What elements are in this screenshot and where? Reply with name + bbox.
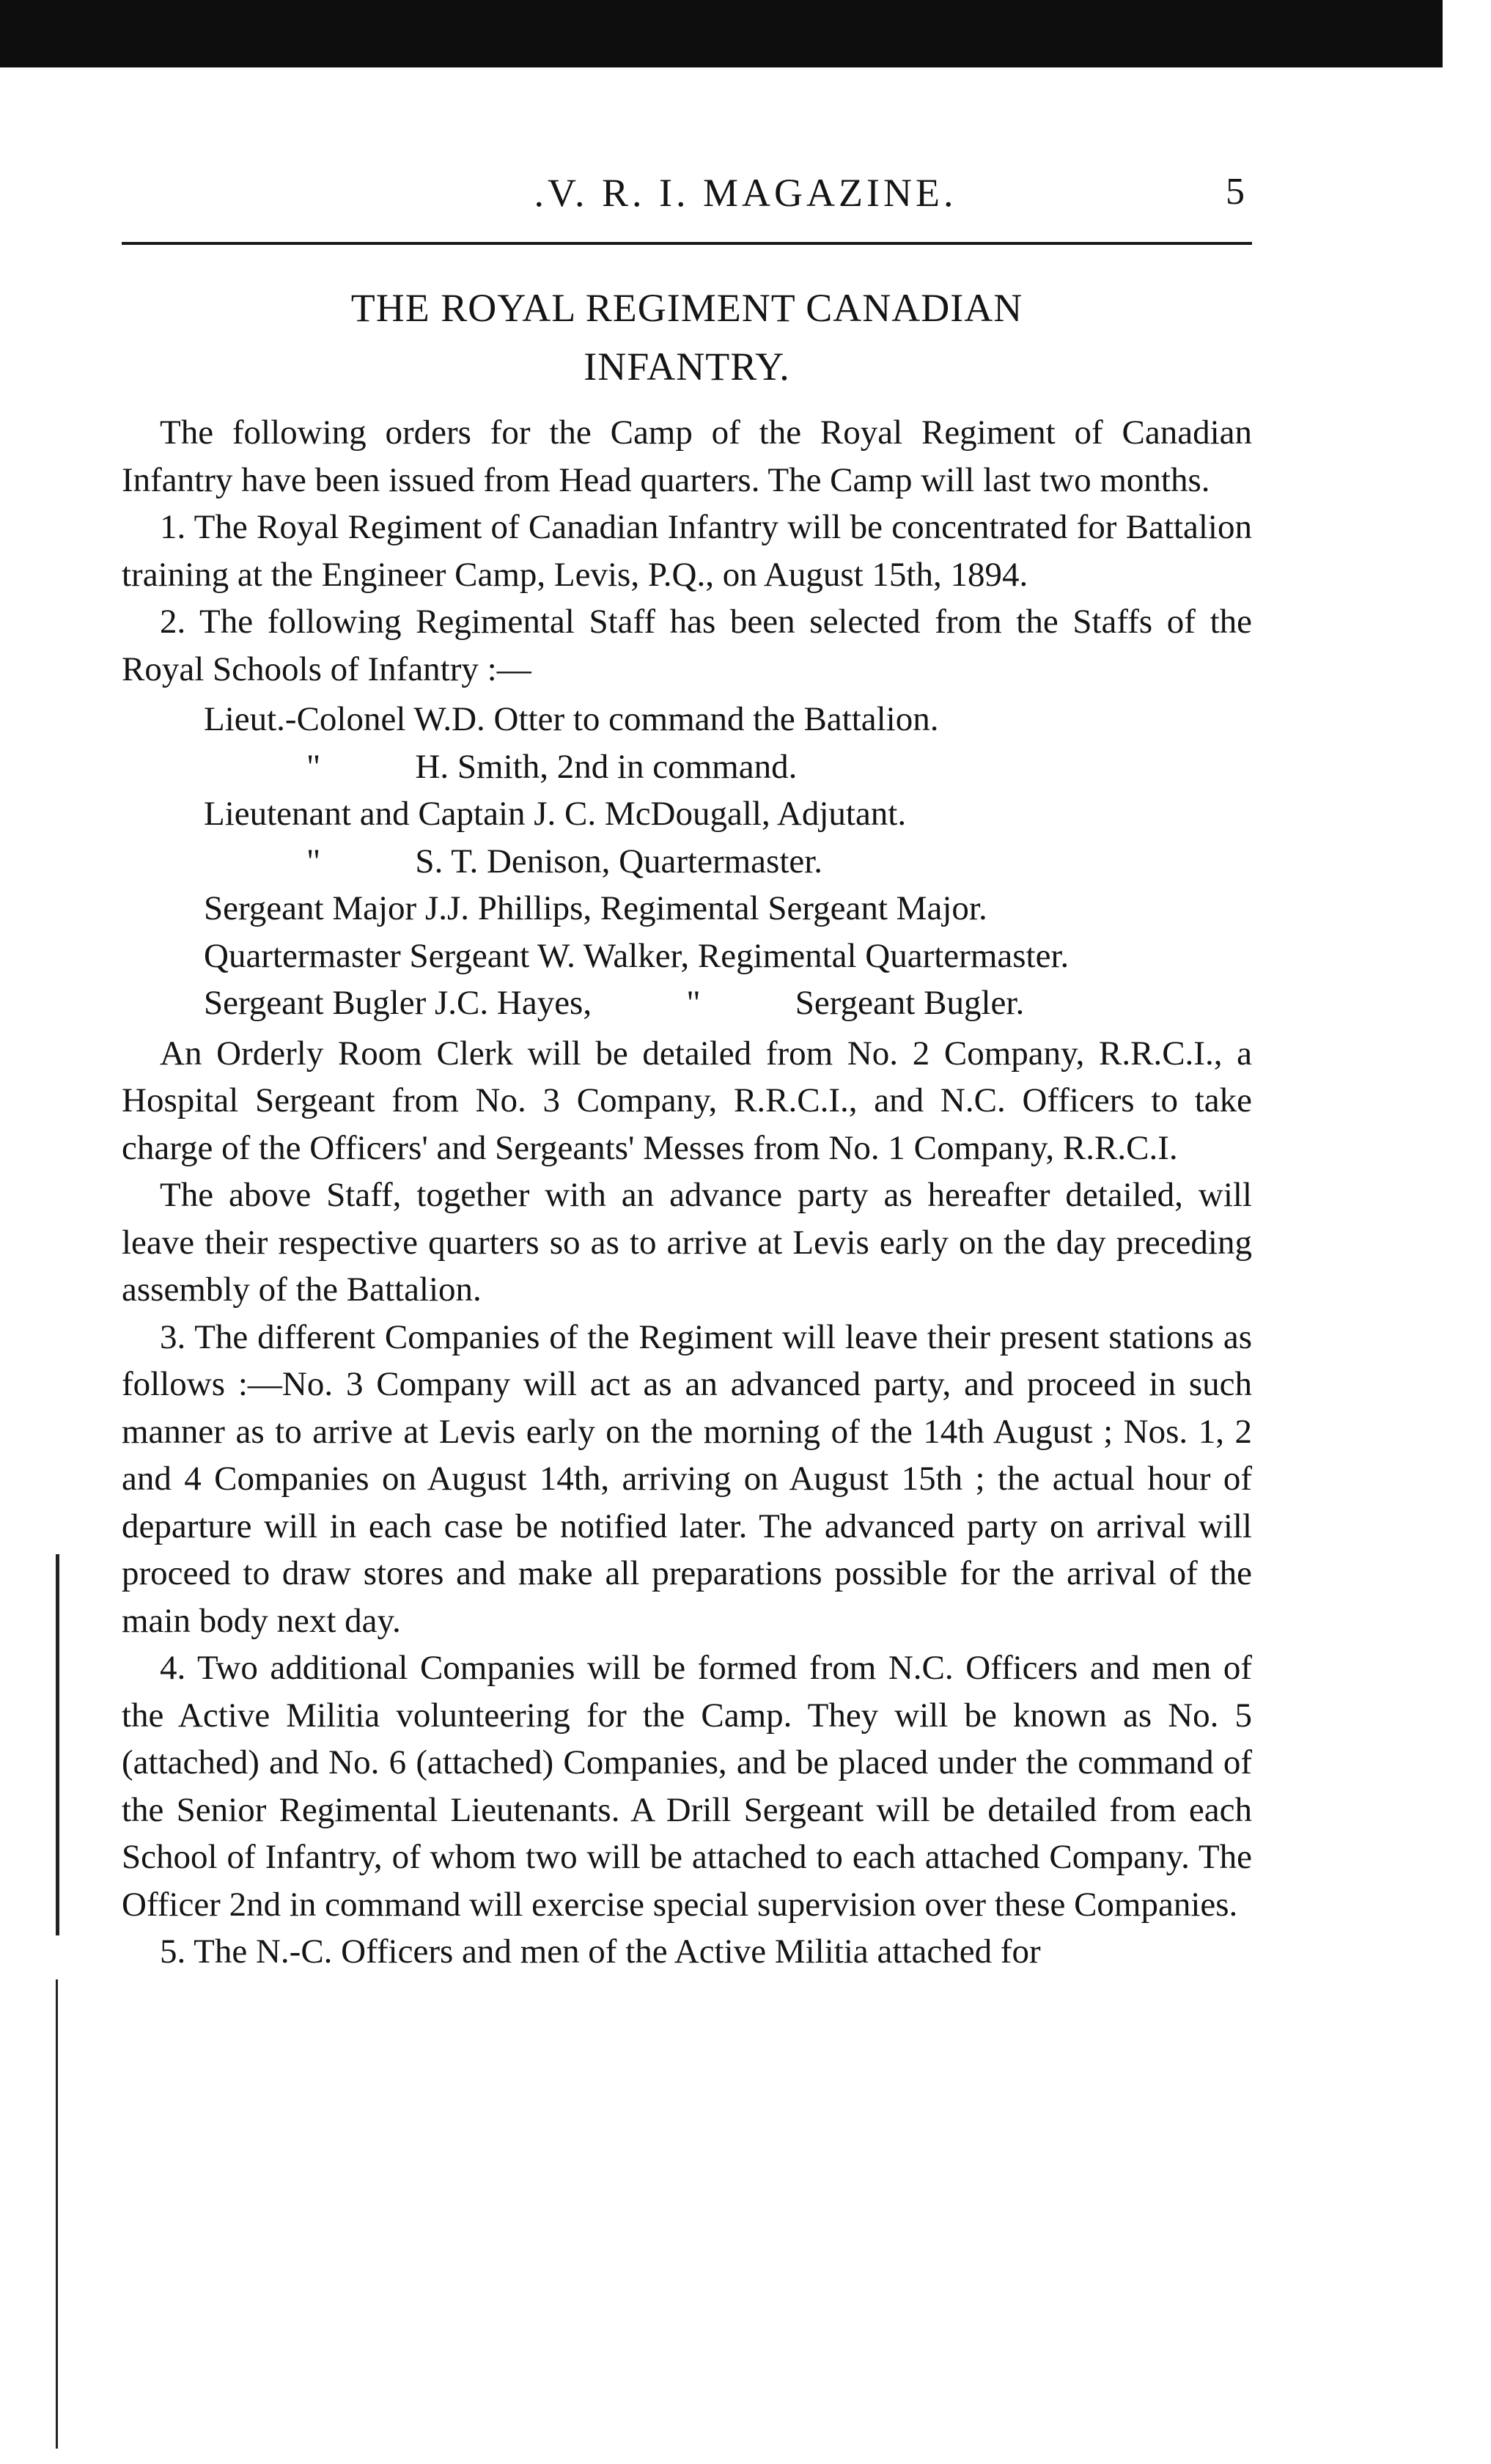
order-paragraph: 3. The different Companies of the Regiment will leave their present stations as follows :—No. 3 Company will act as an advanced party, and proceed in such manner as to arrive at Levis early on the morning of the 14th August ; Nos. 1, 2 and 4 Companies on August 14th, arriving on August 15th ; the actual hour of departure will in each case be notified later. The advanced party on arrival will proceed to draw stores and make all preparations possible for the arrival of the main body next day. xyxy=(122,1317,1252,1640)
scan-top-border xyxy=(0,0,1443,67)
staff-entry: Quartermaster Sergeant W. Walker, Regimental Quartermaster. xyxy=(204,936,1070,975)
running-header xyxy=(0,170,1491,229)
article-title-line: INFANTRY. xyxy=(583,345,790,389)
body-paragraph: An Orderly Room Clerk will be detailed from No. 2 Company, R.R.C.I., a Hospital Sergeant from No. 3 Company, R.R.C.I., and N.C. Officers to take charge of the Officers' and Sergeants' Messes from No. 1 Company, R.R.C.I. xyxy=(122,1034,1252,1167)
staff-list xyxy=(204,696,1252,1027)
magazine-title: .V. R. I. MAGAZINE. xyxy=(534,171,957,215)
staff-entry: Sergeant Major J.J. Phillips, Regimental Sergeant Major. xyxy=(204,889,987,927)
staff-entry: " H. Smith, 2nd in command. xyxy=(306,747,798,786)
order-paragraph: 2. The following Regimental Staff has been selected from the Staffs of the Royal Schools of Infantry :— xyxy=(122,603,1252,688)
header-rule xyxy=(122,242,1252,245)
scan-left-edge-mark xyxy=(56,1554,59,1935)
order-paragraph: 1. The Royal Regiment of Canadian Infantry will be concentrated for Battalion training at the Engineer Camp, Levis, P.Q., on August 15th, 1894. xyxy=(122,508,1252,594)
page-number: 5 xyxy=(1226,171,1245,213)
staff-entry: " S. T. Denison, Quartermaster. xyxy=(306,842,823,880)
staff-entry: Sergeant Bugler J.C. Hayes, " Sergeant Bugler. xyxy=(204,984,1025,1022)
order-paragraph: 4. Two additional Companies will be formed from N.C. Officers and men of the Active Militia volunteering for the Camp. They will be known as No. 5 (attached) and No. 6 (attached) Companies, and be placed under the command of the Senior Regimental Lieutenants. A Drill Sergeant will be detailed from each School of Infantry, of whom two will be attached to each attached Company. The Officer 2nd in command will exercise special supervision over these Companies. xyxy=(122,1649,1252,1924)
staff-entry: Lieut.-Colonel W.D. Otter to command the Battalion. xyxy=(204,700,939,738)
article-body xyxy=(122,409,1252,1976)
order-paragraph: 5. The N.-C. Officers and men of the Active Militia attached for xyxy=(160,1932,1041,1971)
intro-paragraph: The following orders for the Camp of the Royal Regiment of Canadian Infantry have been issued from Head quarters. The Camp will last two months. xyxy=(122,413,1252,499)
scan-left-edge-mark xyxy=(56,1979,58,2449)
body-paragraph: The above Staff, together with an advance party as hereafter detailed, will leave their respective quarters so as to arrive at Levis early on the day preceding assembly of the Battalion. xyxy=(122,1176,1252,1309)
article-title xyxy=(122,279,1252,396)
article-title-line: THE ROYAL REGIMENT CANADIAN xyxy=(350,286,1023,330)
staff-entry: Lieutenant and Captain J. C. McDougall, Adjutant. xyxy=(204,795,907,833)
